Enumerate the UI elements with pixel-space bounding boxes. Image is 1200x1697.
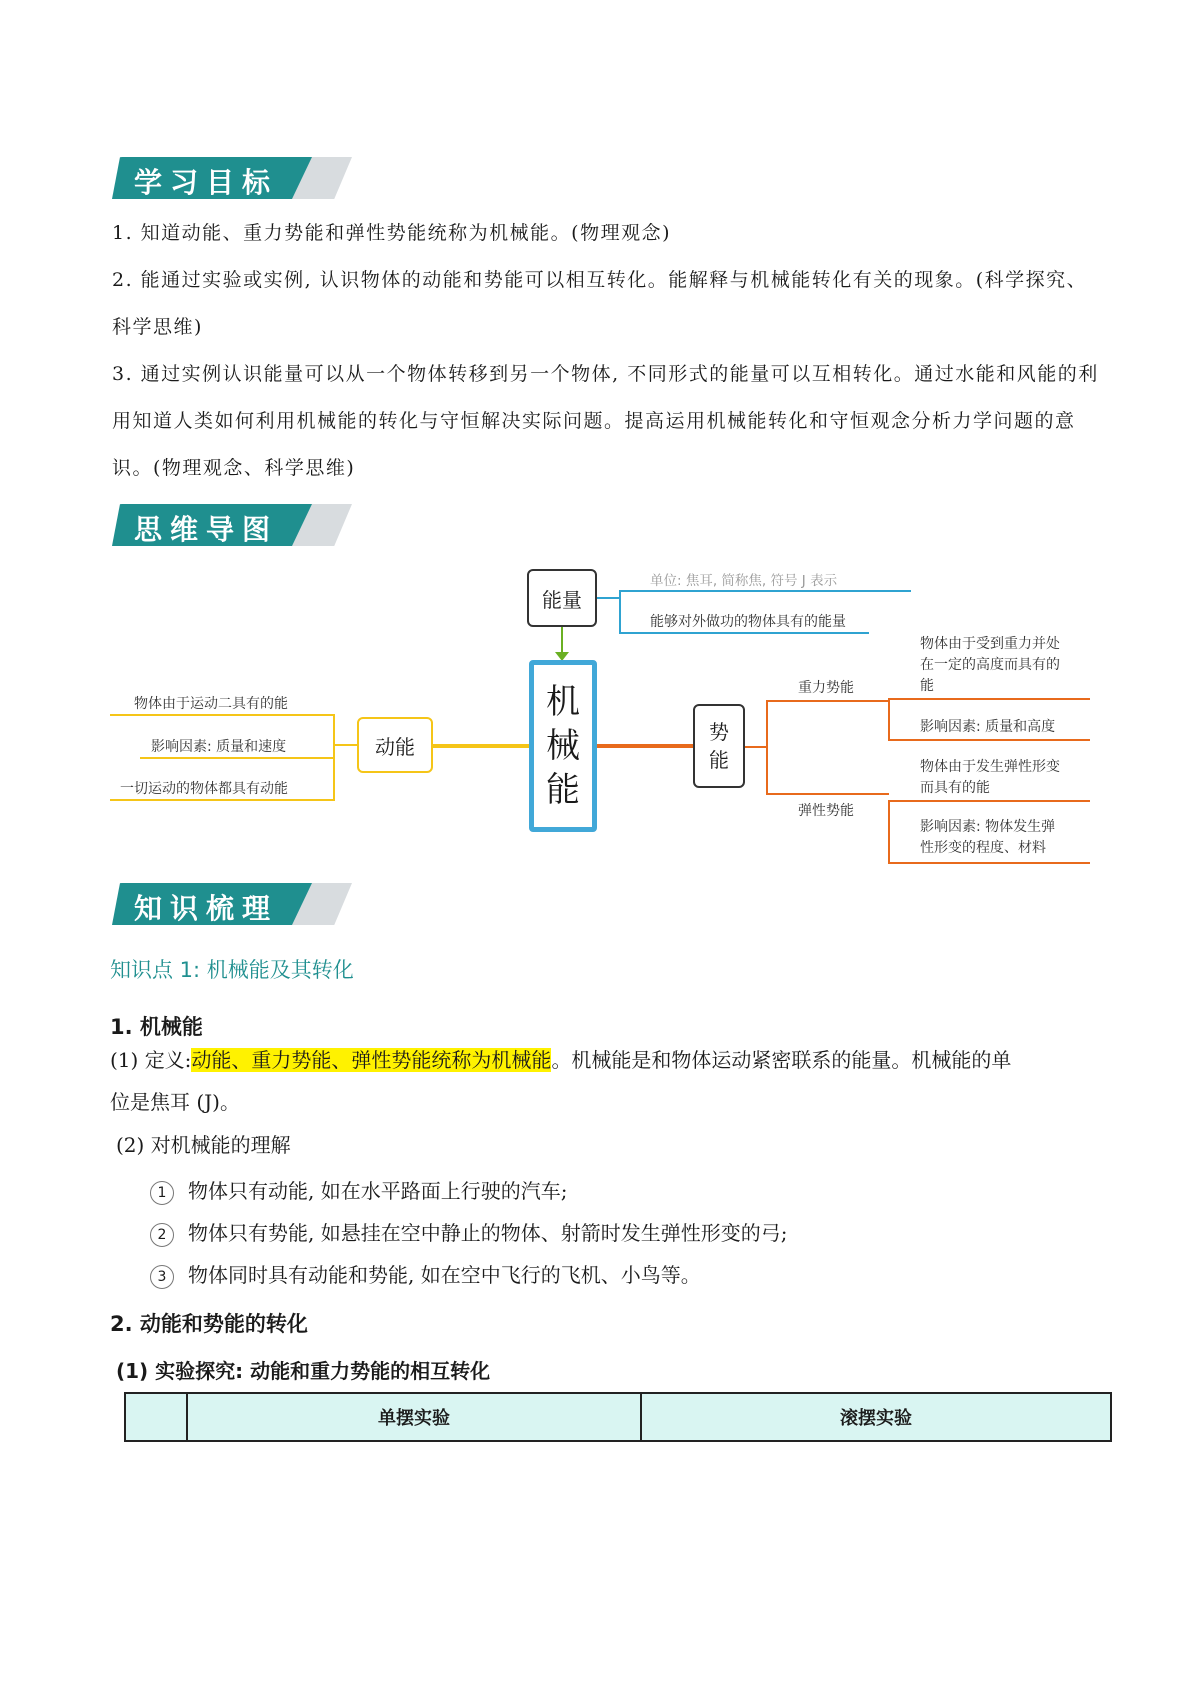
potential-energy-node: 势 能 [693, 704, 745, 788]
experiment-table [124, 1392, 1112, 1442]
section-title: 学习目标 [134, 166, 279, 199]
kinetic-item-1: 物体由于运动二具有的能 [134, 696, 288, 712]
elastic-factor: 影响因素: 物体发生弹 性形变的程度、材料 [920, 819, 1056, 856]
list-item: 1 物体只有动能, 如在水平路面上行驶的汽车; [150, 1175, 567, 1205]
definition-highlight: 动能、重力势能、弹性势能统称为机械能 [191, 1048, 552, 1072]
heading-conversion: 2. 动能和势能的转化 [110, 1312, 308, 1336]
experiment-title: (1) 实验探究: 动能和重力势能的相互转化 [116, 1359, 491, 1383]
goal-3: 3. 通过实例认识能量可以从一个物体转移到另一个物体, 不同形式的能量可以互相转化。通过水能和风能的利用知道人类如何利用机械能的转化与守恒解决实际问题。提高运用机械能转化和守恒观念分析力学问题的意识。(物理观念、科学思维) [112, 363, 1099, 479]
gravity-definition: 物体由于受到重力并处 在一定的高度而具有的 能 [920, 636, 1060, 694]
section-title: 思维导图 [134, 513, 279, 546]
list-item: 3 物体同时具有动能和势能, 如在空中飞行的飞机、小鸟等。 [150, 1259, 701, 1289]
section-banner-knowledge [112, 883, 352, 925]
energy-unit: 单位: 焦耳, 简称焦, 符号 J 表示 [650, 573, 838, 589]
table-header-row [125, 1393, 1111, 1441]
elastic-pe-label: 弹性势能 [798, 803, 854, 819]
heading-mechanical-energy: 1. 机械能 [110, 1015, 203, 1039]
kinetic-item-2: 影响因素: 质量和速度 [151, 739, 287, 755]
table-header-cell: 单摆实验 [187, 1393, 641, 1441]
gravity-factor: 影响因素: 质量和高度 [920, 719, 1056, 735]
gravity-pe-label: 重力势能 [798, 680, 854, 696]
elastic-definition: 物体由于发生弹性形变 而具有的能 [920, 759, 1060, 796]
section-title: 知识梳理 [134, 892, 279, 925]
kinetic-energy-node: 动能 [357, 717, 433, 773]
goal-2: 2. 能通过实验或实例, 认识物体的动能和势能可以相互转化。能解释与机械能转化有关的现象。(科学探究、科学思维) [112, 269, 1088, 338]
understanding-heading: (2) 对机械能的理解 [116, 1133, 291, 1157]
goal-1: 1. 知道动能、重力势能和弹性势能统称为机械能。(物理观念) [112, 222, 671, 244]
mechanical-energy-node: 机 械 能 [529, 660, 597, 832]
section-banner-mindmap [112, 504, 352, 546]
table-header-cell: 滚摆实验 [641, 1393, 1111, 1441]
circled-number: 1 [150, 1181, 174, 1205]
knowledge-point-title: 知识点 1: 机械能及其转化 [110, 958, 354, 982]
definition-line-2: 位是焦耳 (J)。 [110, 1090, 240, 1114]
kinetic-item-3: 一切运动的物体都具有动能 [120, 781, 288, 797]
energy-node: 能量 [527, 569, 597, 627]
list-item: 2 物体只有势能, 如悬挂在空中静止的物体、射箭时发生弹性形变的弓; [150, 1217, 787, 1247]
table-header-cell [125, 1393, 187, 1441]
circled-number: 2 [150, 1223, 174, 1247]
energy-definition: 能够对外做功的物体具有的能量 [650, 614, 846, 630]
section-banner-goals [112, 157, 352, 199]
definition-line: (1) 定义:动能、重力势能、弹性势能统称为机械能。机械能是和物体运动紧密联系的能量。机械能的单 [110, 1048, 1012, 1072]
circled-number: 3 [150, 1265, 174, 1289]
